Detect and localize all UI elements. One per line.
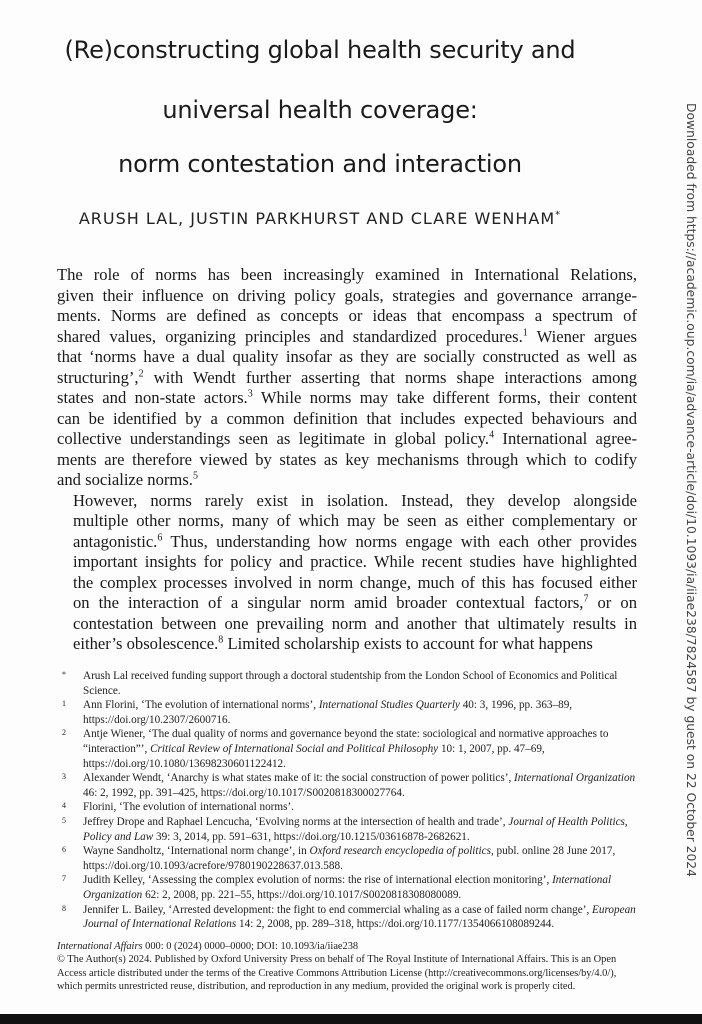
footnote-ref: 3 [247,388,253,400]
line-text: ments are therefore viewed by states as key mechanisms through which to codify [57,449,637,469]
footnote-segment: Jennifer L. Bailey, ‘Arrested development: the fight to end commercial whaling as a case of failed norm change’, [83,903,593,916]
footnote [57,815,637,844]
text-line [57,573,637,594]
journal-name: International Affairs [57,941,143,952]
line-text: or on [588,593,637,612]
line-text: collective understandings seen as legitimate in global policy. [57,429,490,448]
text-line [57,265,637,286]
line-text: ments. Norms are defined as concepts or ideas that encompass a spectrum of [57,306,637,325]
article-title-line-2: universal health coverage: [162,96,478,124]
footnote-segment: , publ. online 28 June 2017, https://doi.org/10.1093/acrefore/9780190228637.013.588. [83,845,616,872]
footnote-title-italic: Critical Review of International Social and Political Philosophy [150,742,439,755]
line-text: However, norms rarely exist in isolation. Instead, they develop alongside [73,490,637,510]
footnote-segment: 62: 2, 2008, pp. 221–55, https://doi.org/10.1017/S0020818308080089. [142,888,462,901]
line-text: Limited scholarship exists to account for what happens [223,634,593,653]
footnote-marker: 4 [62,801,66,811]
line-text: The role of norms has been increasingly examined in International Relations, [57,265,637,284]
footnote [57,669,637,698]
footnote-marker: 6 [62,845,66,855]
footnote-segment: 46: 2, 1992, pp. 391–425, https://doi.org/10.1017/S0020818300027764. [83,786,405,799]
issue-doi: 000: 0 (2024) 0000–0000; DOI: 10.1093/ia/iiae238 [142,941,359,952]
footnote-title-italic: Oxford research encyclopedia of politics [309,845,491,858]
footnote-marker: 2 [62,728,66,738]
line-text: with Wendt further asserting that norms shape interactions among [143,367,637,387]
text-line [57,368,637,389]
license-text: © The Author(s) 2024. Published by Oxford University Press on behalf of The Royal Institute of International Affairs. This is an Open Access article distributed under the terms of the Creative Commons Attribution License (http://creativecommons.org/licenses/by/4.0/), which permits unrestricted reuse, distribution, and reproduction in any medium, provided the original work is properly cited. [57,954,617,993]
footnote-segment: 10: 1, 2007, pp. 47–69, https://doi.org/10.1080/13698230601122412. [83,742,545,770]
footnote-segment: Antje Wiener, ‘The dual quality of norms and governance beyond the state: sociological and normative approaches to “interaction”’, [83,728,609,755]
footnote-title-italic: Journal of Health Politics, Policy and Law [83,815,628,843]
text-line [57,614,637,635]
text-line [57,306,637,327]
footnote-marker: 3 [62,772,66,782]
footnote-text [83,698,637,727]
footnote-marker: 1 [62,699,66,709]
footnote [57,844,637,873]
line-text: given their influence on driving policy goals, strategies and governance arrange- [57,285,637,305]
footnote-segment: 14: 2, 2008, pp. 289–318, https://doi.org/10.1177/1354066108089244. [236,918,555,931]
text-line [57,450,637,471]
footnote-marker: 7 [62,874,66,884]
line-text: important insights for policy and practice. While recent studies have highlighted [73,552,637,571]
article-title-line-1: (Re)constructing global health security and [64,36,576,64]
paragraph-2 [57,491,637,655]
footnote-text [83,727,637,771]
text-line [57,511,637,532]
article-title-line-3: norm contestation and interaction [118,150,522,178]
line-text: shared values, organizing principles and standardized procedures. [57,326,523,346]
footnote-segment: 40: 3, 1996, pp. 363–89, https://doi.org/10.2307/2600716. [83,699,573,726]
footnote-segment: 39: 3, 2014, pp. 591–631, https://doi.org/10.1215/03616878-2682621. [153,830,470,843]
footnote-segment: Alexander Wendt, ‘Anarchy is what states make of it: the social construction of power politics’, [83,772,515,785]
footnote-segment: Florini, ‘The evolution of international norms’. [83,801,294,814]
line-text: Wiener argues [527,326,637,346]
footnote-ref: 4 [489,429,495,441]
line-text: While norms may take different forms, their content [252,388,637,407]
footnotes-section [57,669,637,932]
footnote [57,727,637,771]
footnote-text [83,815,637,844]
footnote-segment: Wayne Sandholtz, ‘International norm change’, in [83,845,310,858]
text-line [57,327,637,348]
line-text: that ‘norms have a dual quality insofar as they are socially constructed as well as [57,347,637,366]
footnote-text [83,903,637,932]
footnote-text [83,844,637,873]
author-list [20,209,620,228]
footnote-ref: 8 [218,634,224,646]
footnote-text [83,800,637,815]
line-text: antagonistic. [73,531,158,551]
footnote [57,800,637,815]
text-line [57,470,637,491]
footnote [57,698,637,727]
footnote-text [83,669,637,698]
footnote-segment: Jeffrey Drope and Raphael Lencucha, ‘Evolving norms at the intersection of health and trade’, [83,815,509,828]
citation-block [57,940,637,994]
text-line [57,409,637,430]
line-text: International agree- [494,429,637,448]
footnote-ref: 5 [192,470,198,482]
line-text: contestation between one prevailing norm and another that ultimately results in [73,613,637,633]
article-body [57,265,637,655]
text-line [57,552,637,573]
author-names: ARUSH LAL, JUSTIN PARKHURST AND CLARE WENHAM [78,209,556,228]
line-text: either’s obsolescence. [73,634,219,653]
text-line [57,347,637,368]
line-text: the complex processes involved in norm change, much of this has focused either [73,572,637,592]
text-line [57,429,637,450]
footnote-marker: 8 [62,903,66,913]
text-line [57,388,637,409]
footnote-title-italic: International Studies Quarterly [318,699,460,712]
footnote [57,771,637,800]
line-text: states and non-state actors. [57,388,248,407]
footnote-title-italic: European Journal of International Relations [83,903,636,931]
footnote-marker: 5 [62,815,66,825]
footnote-ref: 7 [583,593,589,605]
line-text: multiple other norms, many of which may be seen as either complementary or [73,511,637,530]
footnote-ref: 1 [522,326,528,338]
download-watermark [681,103,701,877]
line-text: and socialize norms. [57,470,193,489]
footnote-segment: Ann Florini, ‘The evolution of international norms’, [83,699,319,712]
text-line [57,593,637,614]
footnote [57,873,637,902]
paragraph-1 [57,265,637,491]
line-text: structuring’, [57,367,139,387]
footnote-title-italic: International Organization [83,874,612,901]
footnote-segment: Arush Lal received funding support through a doctoral studentship from the London School of Economics and Political Science. [83,670,618,697]
footnote-segment: Judith Kelley, ‘Assessing the complex evolution of norms: the rise of international election monitoring’, [83,874,553,887]
footnote-marker: * [62,670,66,679]
text-line [57,634,637,655]
footnote-text [83,771,637,800]
line-text: on the interaction of a singular norm amid broader contextual factors, [73,593,584,612]
line-text: can be identified by a common definition that includes expected behaviours and [57,408,637,428]
footnote-ref: 6 [157,531,163,543]
download-notice: Downloaded from https://academic.oup.com/ia/advance-article/doi/10.1093/ia/iiae238/7824587 by guest on 22 October 2024 [684,103,698,877]
text-line [57,491,637,512]
text-line [57,286,637,307]
footnote-title-italic: International Organization [514,772,636,785]
footnote-ref: 2 [138,367,144,379]
footnote [57,903,637,932]
journal-citation-line [57,940,637,953]
line-text: Thus, understanding how norms engage with each other provides [162,531,637,551]
text-line [57,532,637,553]
footnote-text [83,873,637,902]
bottom-edge [0,1014,702,1024]
author-footnote-mark: * [555,209,562,221]
